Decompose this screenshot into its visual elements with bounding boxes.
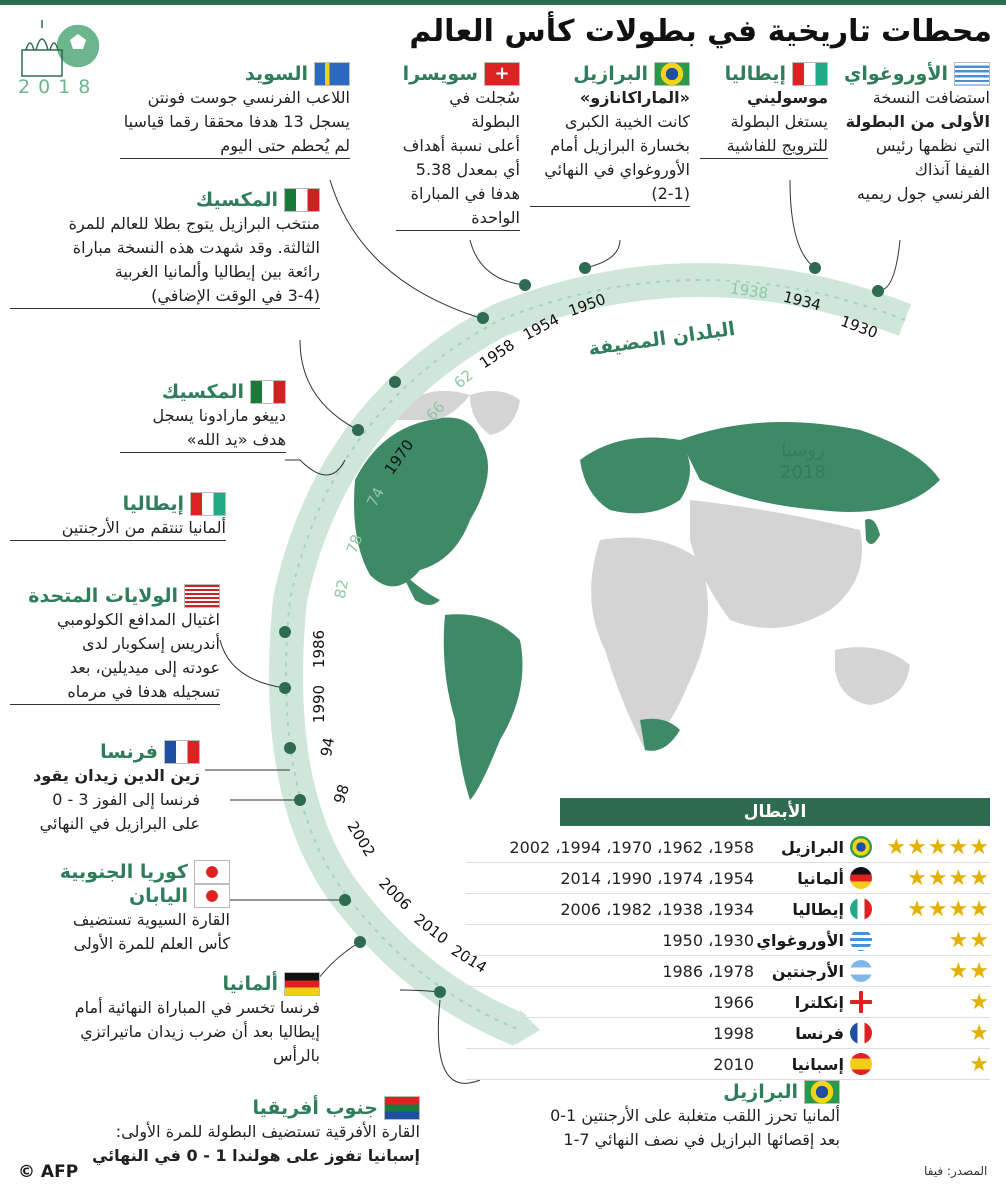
year-2014: 2014 <box>448 941 491 977</box>
champion-row <box>466 832 990 863</box>
card-text <box>10 764 200 836</box>
england-flag-icon <box>850 991 872 1013</box>
champion-stars: ★★★★ <box>907 896 990 922</box>
mexico-flag-icon <box>250 380 286 404</box>
afp-credit: © AFP <box>18 1162 79 1182</box>
card-line: هدفا في المباراة <box>410 184 520 203</box>
card-text <box>840 86 990 206</box>
champion-flag <box>844 929 872 951</box>
year-78: 78 <box>342 531 367 557</box>
card-text <box>10 908 230 956</box>
switzerland-flag-icon: + <box>484 62 520 86</box>
card-text <box>10 516 226 541</box>
card-line: الأوروغواي في النهائي <box>544 160 690 179</box>
year-1958: 1958 <box>476 335 518 373</box>
champion-stars: ★ <box>969 989 990 1015</box>
card-country: كوريا الجنوبية <box>59 861 188 883</box>
mexico-flag-icon <box>284 188 320 212</box>
greenland <box>470 391 520 435</box>
card-usa <box>10 584 220 705</box>
card-mexico-1986 <box>120 380 286 453</box>
card-country: البرازيل <box>723 1081 798 1103</box>
card-country: السويد <box>244 63 308 85</box>
italy-flag-icon <box>850 898 872 920</box>
card-germany <box>10 972 320 1068</box>
card-switzerland <box>396 62 520 231</box>
card-line: «الماراكانازو» <box>579 88 690 107</box>
champion-row <box>466 894 990 925</box>
card-line: (3-4 في الوقت الإضافي) <box>151 286 320 305</box>
world-map <box>354 391 940 800</box>
hosts-label: البلدان المضيفة <box>587 317 737 361</box>
card-line: زين الدين زيدان يقود <box>33 766 200 785</box>
year-1986: 1986 <box>310 629 329 669</box>
year-66: 66 <box>422 397 449 425</box>
asia <box>690 500 862 628</box>
champion-flag <box>844 991 872 1013</box>
card-text <box>700 86 828 159</box>
card-line: كأس العلم للمرة الأولى <box>73 934 230 953</box>
card-country: إيطاليا <box>724 63 786 85</box>
year-1954: 1954 <box>520 310 563 344</box>
champion-name: ألمانيا <box>797 868 844 888</box>
year-2006: 2006 <box>375 874 415 914</box>
card-line: للترويج للفاشية <box>726 136 828 155</box>
italy-flag-icon <box>792 62 828 86</box>
france-flag-icon <box>164 740 200 764</box>
card-line: القارة السيوية تستضيف <box>72 910 230 929</box>
card-line: التي نظمها رئيس <box>875 136 990 155</box>
logo-year: 2018 <box>18 76 99 98</box>
champion-stars: ★★ <box>948 958 990 984</box>
card-line: الأولى من البطولة <box>845 112 990 131</box>
year-74: 74 <box>363 484 388 510</box>
japan-korea <box>865 519 880 544</box>
south-africa-region <box>640 719 680 751</box>
card-country: المكسيك <box>161 381 244 403</box>
france-flag-icon <box>850 1022 872 1044</box>
card-line: اللاعب الفرنسي جوست فونتن <box>147 88 350 107</box>
card-south-africa <box>10 1096 420 1168</box>
card-brazil-2014 <box>490 1080 840 1152</box>
card-line: بالرأس <box>272 1046 320 1065</box>
champion-flag <box>844 836 872 858</box>
champion-name: الأوروغواي <box>756 930 844 950</box>
russia-year: 2018 <box>780 462 826 483</box>
card-line: عودته إلى ميديلين، بعد <box>69 658 220 677</box>
year-1938: 1938 <box>728 279 770 303</box>
card-line: فرنسا تخسر في المباراة النهائية أمام <box>74 998 320 1017</box>
card-country: البرازيل <box>573 63 648 85</box>
africa <box>591 538 708 751</box>
champion-years: 1966 <box>713 992 754 1012</box>
card-country: فرنسا <box>100 741 158 763</box>
card-line: فرنسا إلى الفوز 3 - 0 <box>52 790 200 809</box>
card-france <box>10 740 200 836</box>
card-mexico-1970 <box>10 188 320 309</box>
card-line: إيطاليا بعد أن ضرب زيدان ماتيراتزي <box>80 1022 320 1041</box>
champion-years: 1998 <box>713 1023 754 1043</box>
champion-name: فرنسا <box>795 1023 844 1043</box>
champion-name: البرازيل <box>781 837 844 857</box>
card-line: على البرازيل في النهائي <box>39 814 200 833</box>
card-line: القارة الأفرقية تستضيف البطولة للمرة الأولى: <box>115 1122 420 1141</box>
card-line: يستغل البطولة <box>730 112 828 131</box>
champion-row <box>466 1018 990 1049</box>
card-line: أندريس إسكوبار لدى <box>82 634 220 653</box>
champion-name: إسبانيا <box>791 1054 844 1074</box>
card-line: إسبانيا تفوز على هولندا 1 - 0 في النهائي <box>91 1146 420 1165</box>
year-1990: 1990 <box>310 684 329 724</box>
card-line: الثالثة. وقد شهدت هذه النسخة مباراة <box>72 238 320 257</box>
champion-stars: ★★★★★ <box>886 834 990 860</box>
year-2002: 2002 <box>343 818 379 860</box>
card-line: الفيفا آنذاك <box>914 160 990 179</box>
champion-row <box>466 956 990 987</box>
card-line: (2-1) <box>651 184 690 203</box>
card-text <box>10 212 320 309</box>
year-2010: 2010 <box>410 910 452 948</box>
card-line: الفرنسي جول ريميه <box>856 184 990 203</box>
card-line: ألمانيا تنتقم من الأرجنتين <box>61 518 226 537</box>
card-brazil-1950 <box>530 62 690 207</box>
champion-name: إيطاليا <box>792 899 844 919</box>
champion-name: الأرجنتين <box>771 961 844 981</box>
brazil-flag-icon <box>804 1080 840 1104</box>
page-title: محطات تاريخية في بطولات كأس العالم <box>409 14 992 49</box>
champion-years: 2010 <box>713 1054 754 1074</box>
card-country: سويسرا <box>402 63 478 85</box>
usa-flag-icon <box>184 584 220 608</box>
card-line: بعد إقصائها البرازيل في نصف النهائي 7-1 <box>563 1130 840 1149</box>
card-text <box>120 86 350 159</box>
card-korea-japan <box>10 860 230 956</box>
card-line: ألمانيا تحرز اللقب متغلبة على الأرجنتين 1-0 <box>550 1106 840 1125</box>
card-line: بخسارة البرازيل أمام <box>550 136 690 155</box>
year-98: 98 <box>330 782 354 806</box>
card-country: الأوروغواي <box>843 63 948 85</box>
card-line: دييغو مارادونا يسجل <box>152 406 286 425</box>
card-text <box>530 86 690 207</box>
card-country-2: اليابان <box>128 885 188 907</box>
card-text <box>10 1120 420 1168</box>
year-1970: 1970 <box>380 436 418 478</box>
year-62: 62 <box>450 365 477 393</box>
card-line: الواحدة <box>471 208 520 227</box>
champion-years: 1978، 1986 <box>662 961 754 981</box>
champion-row <box>466 987 990 1018</box>
champion-stars: ★ <box>969 1051 990 1077</box>
card-italy-1990 <box>10 492 226 541</box>
card-text <box>396 86 520 231</box>
card-line: أعلى نسبة أهداف <box>402 136 520 155</box>
card-text <box>490 1104 840 1152</box>
year-82: 82 <box>330 577 353 601</box>
south-america <box>444 614 523 800</box>
japan-flag-icon <box>194 884 230 908</box>
south-korea-flag-icon <box>194 860 230 884</box>
champion-years: 1930، 1950 <box>662 930 754 950</box>
card-line: هدف «يد الله» <box>186 430 286 449</box>
source-note: المصدر: فيفا <box>924 1164 988 1178</box>
card-country: ألمانيا <box>222 973 278 995</box>
year-94: 94 <box>317 736 339 758</box>
card-line: موسوليني <box>747 88 828 107</box>
card-italy-1934 <box>700 62 828 159</box>
champion-stars: ★★ <box>948 927 990 953</box>
card-line: تسجيله هدفا في مرماه <box>67 682 220 701</box>
champion-years: 1954، 1974، 1990، 2014 <box>560 868 754 888</box>
south-africa-flag-icon <box>384 1096 420 1120</box>
champion-name: إنكلترا <box>794 992 844 1012</box>
champion-years: 1958، 1962، 1970، 1994، 2002 <box>509 837 754 857</box>
card-text <box>10 608 220 705</box>
europe <box>580 438 690 514</box>
brazil-flag-icon <box>654 62 690 86</box>
card-country: الولايات المتحدة <box>28 585 178 607</box>
champion-flag <box>844 960 872 982</box>
card-country: جنوب أفريقيا <box>252 1097 378 1119</box>
champion-flag <box>844 1022 872 1044</box>
russia-label <box>780 440 826 484</box>
brazil-flag-icon <box>850 836 872 858</box>
champions-header: الأبطال <box>560 798 990 826</box>
germany-flag-icon <box>850 867 872 889</box>
champion-row <box>466 1049 990 1080</box>
card-country: إيطاليا <box>122 493 184 515</box>
spain-flag-icon <box>850 1053 872 1075</box>
sweden-flag-icon <box>314 62 350 86</box>
card-line: استضافت النسخة <box>872 88 990 107</box>
uruguay-flag-icon <box>954 62 990 86</box>
card-uruguay <box>840 62 990 206</box>
champion-stars: ★ <box>969 1020 990 1046</box>
card-line: أي بمعدل 5.38 <box>415 160 520 179</box>
card-line: لم يُحطم حتى اليوم <box>220 136 350 155</box>
card-line: سُجلت في البطولة <box>449 88 520 131</box>
card-text <box>120 404 286 453</box>
card-line: يسجل 13 هدفا محققا رقما قياسيا <box>123 112 350 131</box>
champion-flag <box>844 1053 872 1075</box>
italy-flag-icon <box>190 492 226 516</box>
australia <box>835 647 910 705</box>
champion-flag <box>844 898 872 920</box>
card-sweden <box>120 62 350 159</box>
champion-stars: ★★★★ <box>907 865 990 891</box>
year-1950: 1950 <box>566 290 609 320</box>
card-line: منتخب البرازيل يتوج بطلا للعالم للمرة <box>68 214 320 233</box>
russia-name: روسيا <box>781 440 825 461</box>
champion-row <box>466 863 990 894</box>
card-line: كانت الخيبة الكبرى <box>564 112 690 131</box>
year-1934: 1934 <box>781 287 823 315</box>
champion-years: 1934، 1938، 1982، 2006 <box>560 899 754 919</box>
year-1930: 1930 <box>838 312 881 342</box>
card-text <box>10 996 320 1068</box>
champion-flag <box>844 867 872 889</box>
germany-flag-icon <box>284 972 320 996</box>
argentina-flag-icon <box>850 960 872 982</box>
card-line: اغتيال المدافع الكولومبي <box>56 610 220 629</box>
card-country: المكسيك <box>195 189 278 211</box>
uruguay-flag-icon <box>850 929 872 951</box>
champion-row <box>466 925 990 956</box>
card-line: رائعة بين إيطاليا وألمانيا الغربية <box>114 262 320 281</box>
